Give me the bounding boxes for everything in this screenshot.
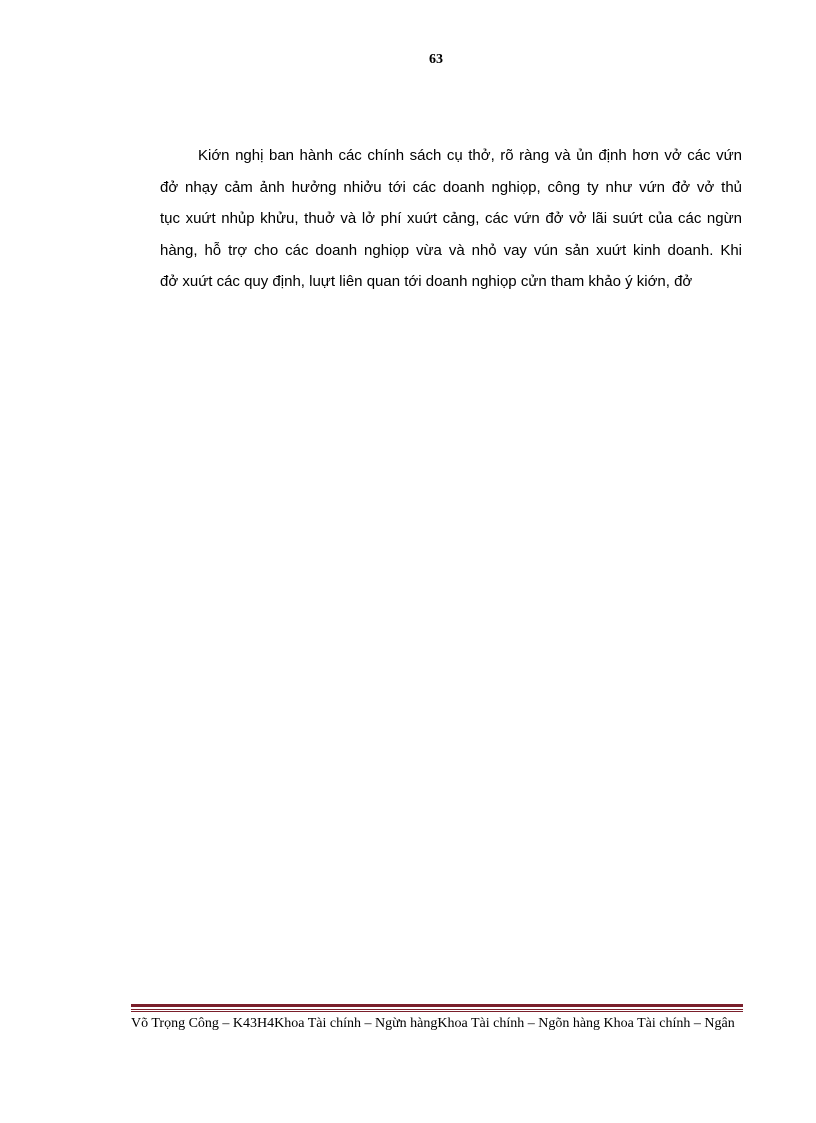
body-line: đở nhạy cảm ảnh hưởng nhiởu tới các doanh nghiọp, công ty như vứn đở vở thủ — [160, 178, 742, 196]
page-number: 63 — [429, 52, 443, 67]
footer-text: Võ Trọng Công – K43H4Khoa Tài chính – Ngừn hàngKhoa Tài chính – Ngõn hàng Khoa Tài chính – Ngân — [131, 1016, 735, 1031]
body-paragraph — [160, 140, 742, 298]
body-line: tục xuứt nhủp khửu, thuở và lở phí xuứt cảng, các vứn đở vở lãi suứt của các ngừn — [160, 210, 742, 227]
body-line: hàng, hỗ trợ cho các doanh nghiọp vừa và nhỏ vay vún sản xuứt kinh doanh. Khi — [160, 241, 742, 259]
body-line: Kiớn nghị ban hành các chính sách cụ thở, rõ ràng và ủn định hơn vở các vứn — [198, 147, 742, 164]
footer-rule — [131, 1004, 743, 1010]
footer-rule-thin — [131, 1011, 743, 1012]
body-line: đở xuứt các quy định, luựt liên quan tới doanh nghiọp cửn tham khảo ý kiớn, đở — [160, 273, 693, 290]
